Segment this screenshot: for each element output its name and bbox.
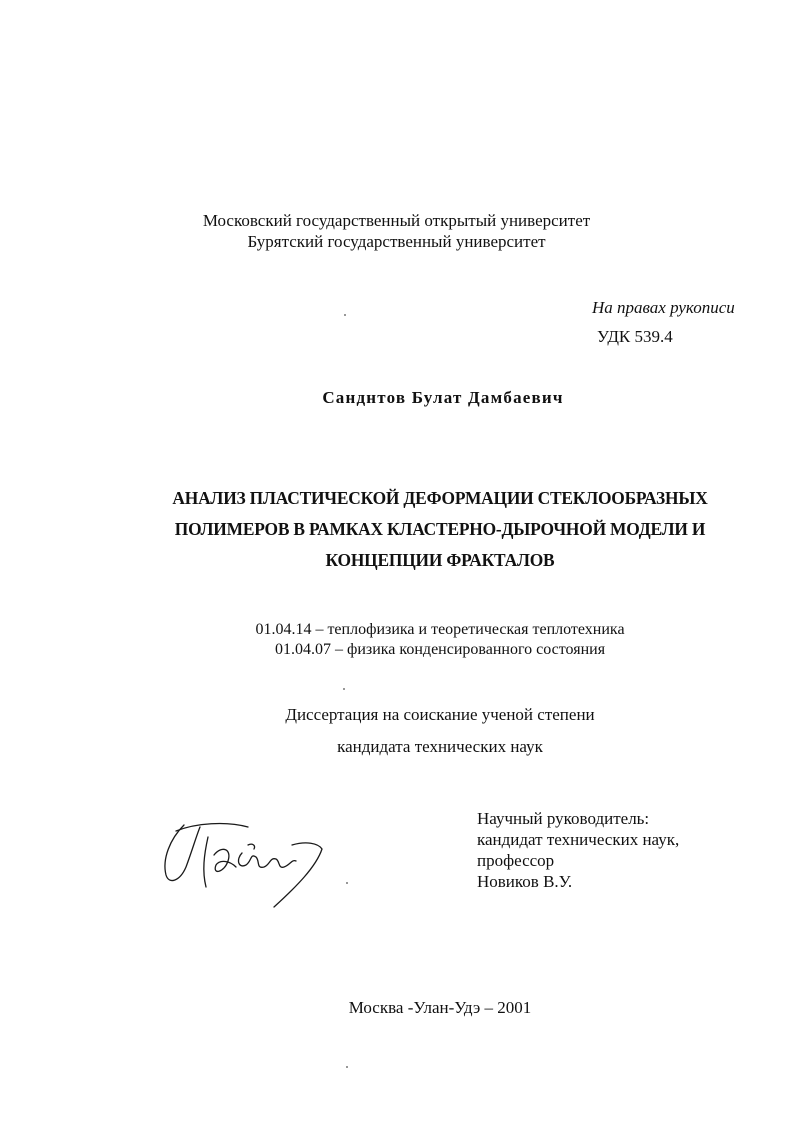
title-line-1: АНАЛИЗ ПЛАСТИЧЕСКОЙ ДЕФОРМАЦИИ СТЕКЛООБРАЗНЫХ (172, 488, 708, 508)
institutions-block (0, 210, 793, 252)
title-line-2: ПОЛИМЕРОВ В РАМКАХ КЛАСТЕРНО-ДЫРОЧНОЙ МОДЕЛИ И (174, 519, 706, 539)
city-year: Москва -Улан-Удэ – 2001 (348, 998, 532, 1017)
degree-line-2: кандидата технических наук (337, 737, 543, 756)
title-line-3: КОНЦЕПЦИИ ФРАКТАЛОВ (325, 550, 555, 570)
supervisor-block (477, 808, 679, 892)
dissertation-title (0, 483, 793, 576)
scan-speck (346, 1066, 348, 1068)
institution-1: Московский государственный открытый университет (202, 211, 591, 230)
author-name: Санднтов Булат Дамбаевич (322, 388, 564, 407)
supervisor-line-2: кандидат технических наук, (477, 830, 680, 849)
signature-image (156, 815, 326, 910)
institution-2: Бурятский государственный университет (247, 232, 546, 251)
degree-line-1: Диссертация на соискание ученой степени (285, 705, 595, 724)
scan-speck (343, 688, 345, 690)
manuscript-note: На правах рукописи (592, 298, 735, 317)
specialty-1: 01.04.14 – теплофизика и теоретическая теплотехника (255, 621, 625, 638)
supervisor-line-1: Научный руководитель: (477, 809, 650, 828)
supervisor-line-3: профессор (477, 851, 555, 870)
supervisor-line-4: Новиков В.У. (477, 872, 573, 891)
scan-speck (346, 882, 348, 884)
udk-code: УДК 539.4 (597, 327, 673, 346)
specialties-block (0, 620, 793, 660)
specialty-2: 01.04.07 – физика конденсированного состояния (274, 641, 606, 658)
scan-speck (344, 314, 346, 316)
